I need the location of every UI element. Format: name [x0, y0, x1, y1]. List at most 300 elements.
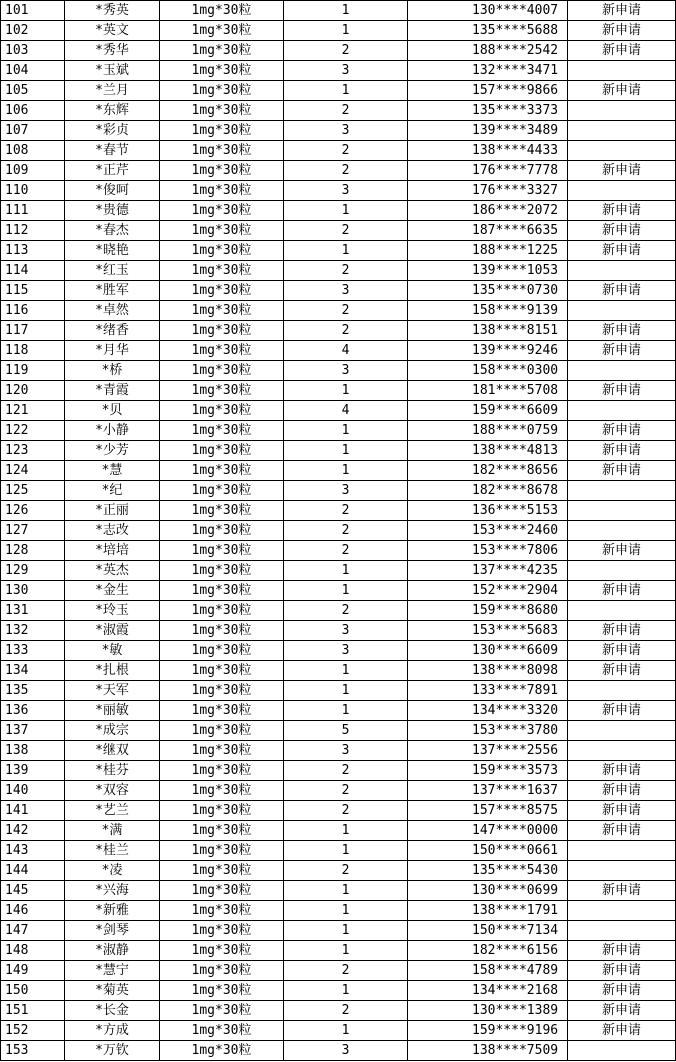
- row-number-cell: 125: [1, 481, 65, 501]
- status-cell: [568, 841, 676, 861]
- phone-cell: 134****2168: [408, 981, 568, 1001]
- quantity-cell: 3: [284, 61, 408, 81]
- status-cell: 新申请: [568, 321, 676, 341]
- table-row: [1, 621, 676, 641]
- quantity-cell: 1: [284, 241, 408, 261]
- name-cell: *成宗: [65, 721, 160, 741]
- status-cell: [568, 721, 676, 741]
- phone-cell: 157****9866: [408, 81, 568, 101]
- status-cell: 新申请: [568, 881, 676, 901]
- name-cell: *春节: [65, 141, 160, 161]
- row-number-cell: 120: [1, 381, 65, 401]
- name-cell: *东辉: [65, 101, 160, 121]
- phone-cell: 158****9139: [408, 301, 568, 321]
- name-cell: *月华: [65, 341, 160, 361]
- status-cell: 新申请: [568, 1001, 676, 1021]
- spec-cell: 1mg*30粒: [160, 461, 284, 481]
- name-cell: *桂兰: [65, 841, 160, 861]
- table-row: [1, 481, 676, 501]
- table-row: [1, 401, 676, 421]
- quantity-cell: 2: [284, 801, 408, 821]
- table-row: [1, 881, 676, 901]
- row-number-cell: 152: [1, 1021, 65, 1041]
- status-cell: [568, 861, 676, 881]
- spec-cell: 1mg*30粒: [160, 21, 284, 41]
- quantity-cell: 2: [284, 161, 408, 181]
- spec-cell: 1mg*30粒: [160, 721, 284, 741]
- name-cell: *少芳: [65, 441, 160, 461]
- name-cell: *扎根: [65, 661, 160, 681]
- table-row: [1, 21, 676, 41]
- row-number-cell: 142: [1, 821, 65, 841]
- phone-cell: 138****8151: [408, 321, 568, 341]
- quantity-cell: 3: [284, 741, 408, 761]
- name-cell: *俊呵: [65, 181, 160, 201]
- name-cell: *胜军: [65, 281, 160, 301]
- quantity-cell: 2: [284, 861, 408, 881]
- name-cell: *满: [65, 821, 160, 841]
- quantity-cell: 4: [284, 401, 408, 421]
- name-cell: *敏: [65, 641, 160, 661]
- table-row: [1, 1041, 676, 1061]
- row-number-cell: 146: [1, 901, 65, 921]
- row-number-cell: 116: [1, 301, 65, 321]
- row-number-cell: 140: [1, 781, 65, 801]
- phone-cell: 139****3489: [408, 121, 568, 141]
- quantity-cell: 1: [284, 701, 408, 721]
- name-cell: *淑霞: [65, 621, 160, 641]
- row-number-cell: 149: [1, 961, 65, 981]
- table-row: [1, 101, 676, 121]
- row-number-cell: 143: [1, 841, 65, 861]
- quantity-cell: 1: [284, 981, 408, 1001]
- quantity-cell: 1: [284, 881, 408, 901]
- quantity-cell: 2: [284, 321, 408, 341]
- table-row: [1, 321, 676, 341]
- phone-cell: 182****6156: [408, 941, 568, 961]
- quantity-cell: 1: [284, 421, 408, 441]
- name-cell: *桥: [65, 361, 160, 381]
- phone-cell: 176****7778: [408, 161, 568, 181]
- status-cell: 新申请: [568, 661, 676, 681]
- row-number-cell: 129: [1, 561, 65, 581]
- spec-cell: 1mg*30粒: [160, 361, 284, 381]
- spec-cell: 1mg*30粒: [160, 381, 284, 401]
- quantity-cell: 2: [284, 41, 408, 61]
- status-cell: 新申请: [568, 541, 676, 561]
- status-cell: 新申请: [568, 461, 676, 481]
- phone-cell: 188****1225: [408, 241, 568, 261]
- quantity-cell: 1: [284, 21, 408, 41]
- spec-cell: 1mg*30粒: [160, 481, 284, 501]
- spec-cell: 1mg*30粒: [160, 141, 284, 161]
- phone-cell: 157****8575: [408, 801, 568, 821]
- quantity-cell: 1: [284, 821, 408, 841]
- spec-cell: 1mg*30粒: [160, 861, 284, 881]
- status-cell: [568, 101, 676, 121]
- status-cell: [568, 921, 676, 941]
- spec-cell: 1mg*30粒: [160, 821, 284, 841]
- name-cell: *秀华: [65, 41, 160, 61]
- name-cell: *菊英: [65, 981, 160, 1001]
- name-cell: *万钦: [65, 1041, 160, 1061]
- table-row: [1, 1, 676, 21]
- phone-cell: 139****9246: [408, 341, 568, 361]
- status-cell: [568, 481, 676, 501]
- row-number-cell: 114: [1, 261, 65, 281]
- row-number-cell: 119: [1, 361, 65, 381]
- row-number-cell: 111: [1, 201, 65, 221]
- spec-cell: 1mg*30粒: [160, 301, 284, 321]
- spec-cell: 1mg*30粒: [160, 321, 284, 341]
- spec-cell: 1mg*30粒: [160, 101, 284, 121]
- quantity-cell: 1: [284, 81, 408, 101]
- status-cell: [568, 181, 676, 201]
- table-row: [1, 281, 676, 301]
- spec-cell: 1mg*30粒: [160, 961, 284, 981]
- phone-cell: 137****4235: [408, 561, 568, 581]
- spec-cell: 1mg*30粒: [160, 1001, 284, 1021]
- row-number-cell: 138: [1, 741, 65, 761]
- row-number-cell: 104: [1, 61, 65, 81]
- table-row: [1, 221, 676, 241]
- spec-cell: 1mg*30粒: [160, 761, 284, 781]
- status-cell: 新申请: [568, 1, 676, 21]
- quantity-cell: 2: [284, 781, 408, 801]
- status-cell: 新申请: [568, 201, 676, 221]
- name-cell: *桂芬: [65, 761, 160, 781]
- row-number-cell: 108: [1, 141, 65, 161]
- quantity-cell: 1: [284, 941, 408, 961]
- name-cell: *丽敏: [65, 701, 160, 721]
- spec-cell: 1mg*30粒: [160, 121, 284, 141]
- name-cell: *兴海: [65, 881, 160, 901]
- status-cell: [568, 121, 676, 141]
- spec-cell: 1mg*30粒: [160, 1021, 284, 1041]
- status-cell: 新申请: [568, 761, 676, 781]
- spec-cell: 1mg*30粒: [160, 1041, 284, 1061]
- phone-cell: 159****8680: [408, 601, 568, 621]
- table-row: [1, 541, 676, 561]
- table-row: [1, 981, 676, 1001]
- status-cell: 新申请: [568, 701, 676, 721]
- row-number-cell: 144: [1, 861, 65, 881]
- spec-cell: 1mg*30粒: [160, 501, 284, 521]
- row-number-cell: 151: [1, 1001, 65, 1021]
- status-cell: [568, 61, 676, 81]
- spec-cell: 1mg*30粒: [160, 221, 284, 241]
- row-number-cell: 107: [1, 121, 65, 141]
- name-cell: *贵德: [65, 201, 160, 221]
- name-cell: *长金: [65, 1001, 160, 1021]
- status-cell: [568, 901, 676, 921]
- spec-cell: 1mg*30粒: [160, 181, 284, 201]
- row-number-cell: 101: [1, 1, 65, 21]
- name-cell: *贝: [65, 401, 160, 421]
- status-cell: 新申请: [568, 421, 676, 441]
- quantity-cell: 1: [284, 901, 408, 921]
- row-number-cell: 121: [1, 401, 65, 421]
- phone-cell: 159****6609: [408, 401, 568, 421]
- table-row: [1, 521, 676, 541]
- status-cell: [568, 261, 676, 281]
- row-number-cell: 127: [1, 521, 65, 541]
- spec-cell: 1mg*30粒: [160, 41, 284, 61]
- status-cell: [568, 301, 676, 321]
- status-cell: [568, 521, 676, 541]
- status-cell: 新申请: [568, 221, 676, 241]
- name-cell: *绪香: [65, 321, 160, 341]
- row-number-cell: 137: [1, 721, 65, 741]
- row-number-cell: 117: [1, 321, 65, 341]
- table-row: [1, 581, 676, 601]
- row-number-cell: 126: [1, 501, 65, 521]
- quantity-cell: 2: [284, 601, 408, 621]
- spec-cell: 1mg*30粒: [160, 981, 284, 1001]
- quantity-cell: 3: [284, 121, 408, 141]
- phone-cell: 130****0699: [408, 881, 568, 901]
- quantity-cell: 3: [284, 361, 408, 381]
- phone-cell: 159****9196: [408, 1021, 568, 1041]
- name-cell: *淑静: [65, 941, 160, 961]
- spec-cell: 1mg*30粒: [160, 541, 284, 561]
- quantity-cell: 2: [284, 141, 408, 161]
- status-cell: 新申请: [568, 281, 676, 301]
- quantity-cell: 1: [284, 441, 408, 461]
- row-number-cell: 148: [1, 941, 65, 961]
- phone-cell: 130****1389: [408, 1001, 568, 1021]
- spec-cell: 1mg*30粒: [160, 581, 284, 601]
- quantity-cell: 2: [284, 521, 408, 541]
- status-cell: 新申请: [568, 21, 676, 41]
- table-row: [1, 801, 676, 821]
- spec-cell: 1mg*30粒: [160, 161, 284, 181]
- name-cell: *培培: [65, 541, 160, 561]
- table-row: [1, 821, 676, 841]
- name-cell: *志改: [65, 521, 160, 541]
- phone-cell: 138****4433: [408, 141, 568, 161]
- quantity-cell: 1: [284, 921, 408, 941]
- phone-cell: 153****3780: [408, 721, 568, 741]
- status-cell: [568, 681, 676, 701]
- phone-cell: 186****2072: [408, 201, 568, 221]
- name-cell: *慧: [65, 461, 160, 481]
- name-cell: *继双: [65, 741, 160, 761]
- phone-cell: 136****5153: [408, 501, 568, 521]
- spec-cell: 1mg*30粒: [160, 701, 284, 721]
- phone-cell: 130****6609: [408, 641, 568, 661]
- table-row: [1, 961, 676, 981]
- phone-cell: 181****5708: [408, 381, 568, 401]
- phone-cell: 147****0000: [408, 821, 568, 841]
- name-cell: *卓然: [65, 301, 160, 321]
- phone-cell: 130****4007: [408, 1, 568, 21]
- phone-cell: 138****1791: [408, 901, 568, 921]
- quantity-cell: 4: [284, 341, 408, 361]
- phone-cell: 159****3573: [408, 761, 568, 781]
- name-cell: *天军: [65, 681, 160, 701]
- status-cell: [568, 561, 676, 581]
- phone-cell: 138****7509: [408, 1041, 568, 1061]
- table-row: [1, 381, 676, 401]
- status-cell: [568, 1041, 676, 1061]
- spec-cell: 1mg*30粒: [160, 681, 284, 701]
- table-row: [1, 641, 676, 661]
- spec-cell: 1mg*30粒: [160, 561, 284, 581]
- spec-cell: 1mg*30粒: [160, 421, 284, 441]
- table-row: [1, 661, 676, 681]
- row-number-cell: 128: [1, 541, 65, 561]
- quantity-cell: 3: [284, 181, 408, 201]
- quantity-cell: 1: [284, 1021, 408, 1041]
- table-row: [1, 41, 676, 61]
- table-row: [1, 361, 676, 381]
- phone-cell: 138****8098: [408, 661, 568, 681]
- phone-cell: 133****7891: [408, 681, 568, 701]
- spec-cell: 1mg*30粒: [160, 621, 284, 641]
- status-cell: [568, 501, 676, 521]
- name-cell: *春杰: [65, 221, 160, 241]
- table-row: [1, 1021, 676, 1041]
- phone-cell: 188****0759: [408, 421, 568, 441]
- name-cell: *慧宁: [65, 961, 160, 981]
- name-cell: *小静: [65, 421, 160, 441]
- name-cell: *彩贞: [65, 121, 160, 141]
- quantity-cell: 1: [284, 681, 408, 701]
- spec-cell: 1mg*30粒: [160, 81, 284, 101]
- table-row: [1, 501, 676, 521]
- phone-cell: 139****1053: [408, 261, 568, 281]
- table-row: [1, 61, 676, 81]
- spec-cell: 1mg*30粒: [160, 441, 284, 461]
- status-cell: 新申请: [568, 341, 676, 361]
- row-number-cell: 130: [1, 581, 65, 601]
- name-cell: *玲玉: [65, 601, 160, 621]
- quantity-cell: 2: [284, 961, 408, 981]
- status-cell: 新申请: [568, 1021, 676, 1041]
- status-cell: 新申请: [568, 241, 676, 261]
- table-row: [1, 901, 676, 921]
- phone-cell: 135****0730: [408, 281, 568, 301]
- quantity-cell: 1: [284, 461, 408, 481]
- name-cell: *玉斌: [65, 61, 160, 81]
- status-cell: 新申请: [568, 801, 676, 821]
- name-cell: *英文: [65, 21, 160, 41]
- table-row: [1, 861, 676, 881]
- quantity-cell: 1: [284, 661, 408, 681]
- row-number-cell: 110: [1, 181, 65, 201]
- row-number-cell: 135: [1, 681, 65, 701]
- spec-cell: 1mg*30粒: [160, 201, 284, 221]
- spec-cell: 1mg*30粒: [160, 61, 284, 81]
- table-row: [1, 741, 676, 761]
- spec-cell: 1mg*30粒: [160, 641, 284, 661]
- quantity-cell: 3: [284, 481, 408, 501]
- phone-cell: 153****2460: [408, 521, 568, 541]
- spec-cell: 1mg*30粒: [160, 341, 284, 361]
- quantity-cell: 2: [284, 501, 408, 521]
- spec-cell: 1mg*30粒: [160, 941, 284, 961]
- spec-cell: 1mg*30粒: [160, 781, 284, 801]
- phone-cell: 134****3320: [408, 701, 568, 721]
- name-cell: *兰月: [65, 81, 160, 101]
- spec-cell: 1mg*30粒: [160, 261, 284, 281]
- status-cell: [568, 141, 676, 161]
- phone-cell: 187****6635: [408, 221, 568, 241]
- row-number-cell: 109: [1, 161, 65, 181]
- quantity-cell: 2: [284, 221, 408, 241]
- phone-cell: 138****4813: [408, 441, 568, 461]
- quantity-cell: 2: [284, 101, 408, 121]
- name-cell: *金生: [65, 581, 160, 601]
- quantity-cell: 1: [284, 201, 408, 221]
- spec-cell: 1mg*30粒: [160, 241, 284, 261]
- quantity-cell: 2: [284, 261, 408, 281]
- row-number-cell: 136: [1, 701, 65, 721]
- row-number-cell: 141: [1, 801, 65, 821]
- row-number-cell: 131: [1, 601, 65, 621]
- status-cell: 新申请: [568, 161, 676, 181]
- status-cell: 新申请: [568, 981, 676, 1001]
- table-row: [1, 761, 676, 781]
- phone-cell: 153****7806: [408, 541, 568, 561]
- phone-cell: 158****4789: [408, 961, 568, 981]
- row-number-cell: 132: [1, 621, 65, 641]
- status-cell: [568, 361, 676, 381]
- table-row: [1, 301, 676, 321]
- quantity-cell: 1: [284, 381, 408, 401]
- table-row: [1, 81, 676, 101]
- quantity-cell: 3: [284, 1041, 408, 1061]
- phone-cell: 150****0661: [408, 841, 568, 861]
- row-number-cell: 112: [1, 221, 65, 241]
- phone-cell: 137****1637: [408, 781, 568, 801]
- table-row: [1, 341, 676, 361]
- phone-cell: 188****2542: [408, 41, 568, 61]
- table-row: [1, 781, 676, 801]
- table-row: [1, 721, 676, 741]
- table-row: [1, 261, 676, 281]
- row-number-cell: 133: [1, 641, 65, 661]
- quantity-cell: 2: [284, 761, 408, 781]
- phone-cell: 153****5683: [408, 621, 568, 641]
- phone-cell: 182****8678: [408, 481, 568, 501]
- spec-cell: 1mg*30粒: [160, 901, 284, 921]
- name-cell: *艺兰: [65, 801, 160, 821]
- status-cell: 新申请: [568, 41, 676, 61]
- phone-cell: 158****0300: [408, 361, 568, 381]
- phone-cell: 135****5688: [408, 21, 568, 41]
- status-cell: 新申请: [568, 441, 676, 461]
- table-row: [1, 461, 676, 481]
- spec-cell: 1mg*30粒: [160, 401, 284, 421]
- spec-cell: 1mg*30粒: [160, 1, 284, 21]
- quantity-cell: 5: [284, 721, 408, 741]
- spec-cell: 1mg*30粒: [160, 881, 284, 901]
- name-cell: *红玉: [65, 261, 160, 281]
- table-row: [1, 181, 676, 201]
- name-cell: *凌: [65, 861, 160, 881]
- table-row: [1, 241, 676, 261]
- row-number-cell: 134: [1, 661, 65, 681]
- phone-cell: 132****3471: [408, 61, 568, 81]
- phone-cell: 152****2904: [408, 581, 568, 601]
- spec-cell: 1mg*30粒: [160, 521, 284, 541]
- status-cell: 新申请: [568, 381, 676, 401]
- table-row: [1, 1001, 676, 1021]
- name-cell: *方成: [65, 1021, 160, 1041]
- status-cell: 新申请: [568, 581, 676, 601]
